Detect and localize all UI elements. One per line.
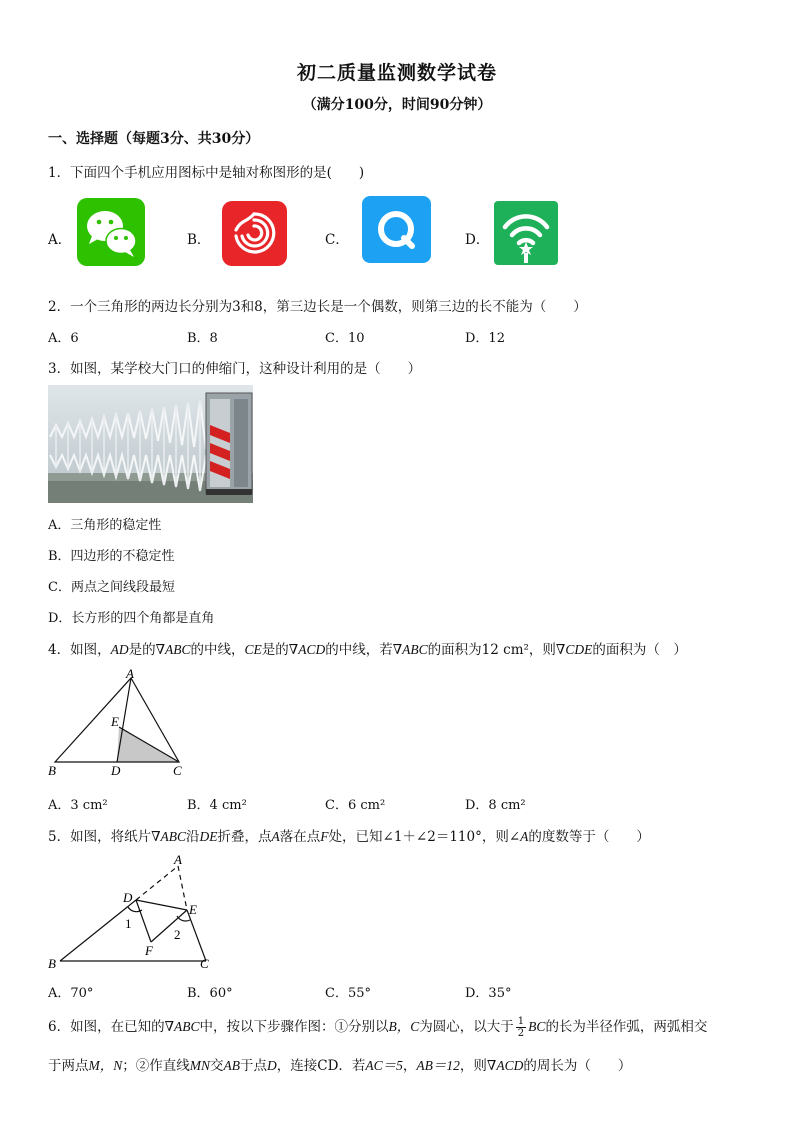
q4-label-d: D	[111, 763, 121, 778]
question-5-text: 5．如图，将纸片∇ABC沿DE折叠，点A落在点F处，已知∠1＋∠2＝110°，则∠A的度数等于（ ）	[48, 829, 650, 845]
q6-fraction: $\frac{1}{2}$	[517, 1016, 525, 1039]
q3-option-b: B．四边形的不稳定性	[48, 549, 175, 564]
page-title: 初二质量监测数学试卷	[296, 62, 497, 84]
q1-option-b-label: B．	[187, 232, 211, 248]
q1-option-d-label: D．	[465, 232, 490, 248]
q5-label-d: D	[123, 890, 133, 905]
q5-label-c: C	[200, 956, 209, 971]
wifi-icon	[493, 200, 559, 266]
question-6-line-2: 于两点M，N；②作直线MN交AB于点D，连接CD．若AC＝5，AB＝12，则∇ACD的周长为（ ）	[48, 1058, 632, 1074]
phoenix-news-icon	[221, 200, 288, 267]
q5-option-d: D．35°	[465, 986, 512, 1001]
q5-label-f: F	[145, 943, 153, 958]
q4-label-e: E	[111, 714, 119, 729]
question-6-line-1: 6．如图，在已知的∇ABC中，按以下步骤作图：①分别以B，C为圆心，以大于 $\frac{1}{2}$ BC的长为半径作弧，两弧相交	[48, 1016, 708, 1039]
q5-option-a: A．70°	[48, 986, 94, 1001]
q5-fold-figure	[44, 850, 219, 972]
q5-label-2: 2	[174, 927, 181, 942]
q5-label-e: E	[189, 902, 197, 917]
q2-option-d: D．12	[465, 331, 505, 346]
q4-label-a: A	[126, 668, 134, 681]
q4-option-d: D．8 cm²	[465, 798, 526, 813]
question-1-text: 1．下面四个手机应用图标中是轴对称图形的是( )	[48, 165, 365, 181]
q4-label-b: B	[48, 763, 56, 778]
page-subtitle: （满分100分，时间90分钟）	[302, 97, 492, 113]
q4-triangle-figure	[45, 668, 195, 780]
q1-option-a-label: A．	[48, 232, 72, 248]
q2-option-c: C．10	[325, 331, 365, 346]
q5-option-c: C．55°	[325, 986, 371, 1001]
question-3-text: 3．如图，某学校大门口的伸缩门，这种设计利用的是（ ）	[48, 361, 422, 377]
q2-option-b: B．8	[187, 331, 218, 346]
q2-option-a: A．6	[48, 331, 79, 346]
q5-label-b: B	[48, 956, 56, 971]
search-q-icon	[361, 195, 432, 264]
question-4-text: 4．如图，AD是的∇ABC的中线，CE是的∇ACD的中线，若∇ABC的面积为12 cm²，则∇CDE的面积为（ ）	[48, 642, 687, 658]
section-heading: 一、选择题（每题3分、共30分）	[48, 131, 260, 147]
wechat-icon	[76, 197, 146, 267]
q3-option-c: C．两点之间线段最短	[48, 580, 175, 595]
q1-option-c-label: C．	[325, 232, 349, 248]
q5-label-a: A	[174, 852, 182, 867]
q4-option-b: B．4 cm²	[187, 798, 247, 813]
q4-option-a: A．3 cm²	[48, 798, 108, 813]
question-2-text: 2．一个三角形的两边长分别为3和8，第三边长是一个偶数，则第三边的长不能为（ ）	[48, 299, 587, 315]
retractable-gate-photo	[48, 385, 253, 503]
q3-option-a: A．三角形的稳定性	[48, 518, 162, 533]
q4-label-c: C	[173, 763, 182, 778]
q4-option-c: C．6 cm²	[325, 798, 386, 813]
q5-option-b: B．60°	[187, 986, 233, 1001]
q3-option-d: D．长方形的四个角都是直角	[48, 611, 215, 626]
q5-label-1: 1	[125, 916, 132, 931]
